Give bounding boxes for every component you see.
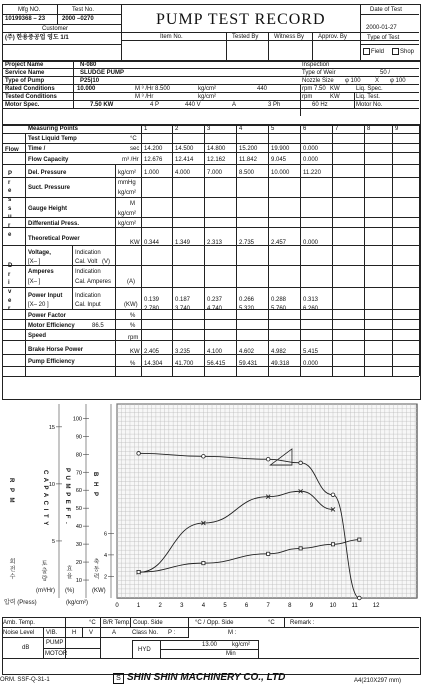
theoretical-power-unit: KW (130, 240, 140, 246)
flow-capacity-value: 0.000 (303, 157, 319, 163)
eff-tick-label: 90 (75, 434, 82, 441)
power-cal-value: 6.260 (303, 306, 319, 312)
amb-temp-unit: °C (89, 620, 96, 626)
motor-efficiency-unit: % (130, 323, 136, 329)
nozzle-size-label: Nozzle Size (302, 78, 334, 84)
opp-side-unit: °C (268, 620, 275, 626)
x-axis-name: 압력 (Press) (4, 600, 37, 606)
power-cal-value: 4.740 (207, 306, 223, 312)
voltage-cal: Cal. Volt (75, 259, 98, 265)
point-number: 2 (175, 126, 179, 132)
rated-cond-1: 10.000 (77, 86, 96, 92)
rated-cond-6: KW (330, 86, 340, 92)
rated-cond-2: M ³ /Hr 8.500 (135, 86, 171, 92)
db-label: dB (22, 645, 30, 651)
motor-efficiency-label: Motor Efficiency (28, 323, 75, 329)
point-number: 9 (395, 126, 399, 132)
power-indication-value: 0.313 (303, 297, 319, 303)
capacity-point (266, 457, 270, 461)
project-name-value: N-080 (80, 62, 97, 68)
type-of-pump-label: Type of Pump (5, 78, 45, 84)
power-cal-value: 2.780 (144, 306, 160, 312)
bhp-point (331, 543, 334, 546)
pump-eff-value: 0.000 (303, 361, 319, 367)
power-input-bracket: [X– 20 ] (28, 302, 49, 308)
axis-rpm-label: R P M (8, 478, 14, 505)
tested-cond-2: kg/cm² (198, 94, 216, 100)
point-number: 6 (303, 126, 307, 132)
nozzle-size-x: X (375, 78, 380, 84)
point-number: 8 (367, 126, 371, 132)
date-label: Date of Test (370, 7, 402, 13)
customer-label: Customer (42, 26, 69, 32)
differential-press-unit: kg/cm² (118, 221, 136, 227)
axis-bhp-kr: 축 동 력 (92, 558, 98, 580)
tested-cond-3: rpm (302, 94, 313, 100)
nozzle-size-1: φ 100 (345, 78, 361, 84)
x-tick-label: 0 (115, 603, 119, 609)
x-tick-label: 6 (244, 603, 249, 609)
power-indication-value: 0.266 (239, 297, 255, 303)
power-input-cal: Cal. Input (75, 302, 101, 308)
axis-capacity-unit: (m³/Hr) (36, 588, 55, 594)
vib-label: VIB. (46, 630, 58, 636)
suct-pressure-label: Suct. Pressure (28, 185, 71, 191)
suct-pressure-unit-2: kg/cm² (118, 190, 136, 196)
x-tick-label: 2 (158, 603, 162, 609)
measuring-points-label: Measuring Points (28, 126, 79, 132)
speed-unit: rpm (128, 335, 139, 341)
del-pressure-label: Del. Pressure (28, 170, 67, 176)
type-of-weir-value: 50 / (380, 70, 391, 76)
point-number: 1 (144, 126, 148, 132)
pump-eff-value: 14.304 (144, 361, 163, 367)
gauge-height-unit-1: M (130, 201, 135, 207)
amb-temp-label: Amb. Temp. (3, 620, 35, 626)
axis-bhp-unit: (KW) (92, 588, 106, 594)
point-number: 7 (335, 126, 339, 132)
time-value: 15.200 (239, 146, 258, 152)
motor-phase: 3 Ph (268, 102, 281, 108)
capacity-point (299, 461, 303, 465)
voltage-label: Voltage, (28, 250, 51, 256)
vib-a-label: A (112, 630, 117, 636)
liq-test-label: Liq. Test. (356, 94, 380, 100)
axis-capacity-label: C A P A C I T Y (42, 470, 48, 527)
power-input-unit: (KW) (124, 302, 138, 308)
axis-capacity-kr: 토 출 량 (40, 560, 46, 582)
x-tick-label: 5 (223, 603, 227, 609)
del-pressure-value: 4.000 (175, 170, 191, 176)
motor-efficiency-value: 86.5 (92, 323, 104, 329)
amperes-indication: Indication (75, 269, 101, 275)
mfg-no-value: 10199368 – 23 (5, 16, 46, 22)
pump-eff-label: Pump Efficiency (28, 359, 75, 365)
del-pressure-value: 10.000 (271, 170, 290, 176)
voltage-bracket: [X– ] (28, 259, 41, 265)
item-no-label: Item No. (160, 34, 183, 40)
bhp-point (299, 547, 302, 550)
differential-press-label: Differential Press. (28, 221, 80, 227)
x-tick-label: 1 (136, 603, 141, 609)
time-value: 19.900 (271, 146, 290, 152)
theoretical-power-value: 0.344 (144, 240, 160, 246)
theoretical-power-value: 2.735 (239, 240, 255, 246)
tested-cond-4: KW (330, 94, 340, 100)
shop-label: Shop (400, 49, 415, 55)
liq-spec-label: Liq. Spec. (356, 86, 383, 92)
noise-level-label: Noise Level (3, 630, 35, 636)
del-pressure-value: 8.500 (239, 170, 255, 176)
axis-rpm-kr: 회 전 수 (8, 558, 14, 580)
gauge-height-unit-2: kg/cm² (118, 211, 136, 217)
paper-size: A4(210X297 mm) (354, 678, 402, 684)
eff-tick-label: 10 (75, 578, 82, 585)
amperes-unit: (A) (127, 279, 135, 285)
field-checkbox[interactable] (363, 48, 370, 55)
noise-pump-label: PUMP (46, 640, 64, 646)
company-name: SHIN SHIN MACHINERY CO., LTD (127, 672, 286, 683)
company-logo-icon: S (113, 673, 124, 684)
hyd-unit-2: Min (226, 651, 236, 657)
flow-capacity-value: 12.414 (175, 157, 194, 163)
speed-label: Speed (28, 333, 47, 339)
time-unit: sec (130, 146, 140, 152)
eff-tick-label: 80 (75, 452, 82, 459)
form-title: PUMP TEST RECORD (156, 11, 326, 28)
bhp-tick-label: 4 (103, 552, 107, 559)
pump-eff-value: 41.700 (175, 361, 194, 367)
amperes-cal: Cal. Amperes (75, 279, 112, 285)
bhp-value: 4.602 (239, 349, 255, 355)
tested-conditions-label: Tested Conditions (5, 94, 57, 100)
del-pressure-value: 7.000 (207, 170, 223, 176)
axis-bhp-label: B H P (92, 472, 98, 499)
x-tick-label: 12 (372, 603, 380, 609)
x-tick-label: 10 (329, 603, 337, 609)
power-cal-value: 3.740 (175, 306, 191, 312)
hyd-value: 13.00 (202, 642, 218, 648)
x-tick-label: 4 (201, 603, 206, 609)
power-cal-value: 5.760 (271, 306, 287, 312)
axis-pump-eff-label: P U M P E F F . (64, 468, 70, 525)
power-indication-value: 0.187 (175, 297, 191, 303)
power-factor-unit: % (130, 313, 136, 319)
theoretical-power-label: Theoretical Power (28, 236, 80, 242)
power-indication-value: 0.288 (271, 297, 287, 303)
power-input-label: Power Input (28, 293, 63, 299)
nozzle-size-2: φ 100 (390, 78, 406, 84)
power-factor-label: Power Factor (28, 313, 67, 319)
bhp-label: Brake Horse Power (28, 347, 84, 353)
info-frame (2, 60, 421, 126)
motor-poles: 4 P (150, 102, 160, 108)
motor-kw: 7.50 KW (90, 102, 114, 108)
remark-label: Remark : (290, 620, 315, 626)
approv-by-label: Approv. By (318, 34, 347, 40)
class-p-label: P : (168, 630, 176, 636)
test-liquid-temp-unit: °C (130, 136, 137, 142)
power-indication-value: 0.139 (144, 297, 160, 303)
bhp-value: 4.100 (207, 349, 223, 355)
del-pressure-value: 1.000 (144, 170, 160, 176)
bhp-point (358, 538, 361, 541)
x-tick-label: 3 (180, 603, 184, 609)
x-axis-unit: (kg/cm²) (66, 600, 88, 606)
x-tick-label: 8 (288, 603, 292, 609)
project-name-label: Project Name (5, 62, 44, 68)
point-number: 4 (239, 126, 243, 132)
x-tick-label: 11 (351, 603, 358, 609)
service-name-label: Service Name (5, 70, 45, 76)
time-value: 14.800 (207, 146, 226, 152)
theoretical-power-value: 0.000 (303, 240, 319, 246)
axis-eff-kr: 효 율 (65, 565, 71, 579)
shop-checkbox[interactable] (392, 48, 399, 55)
pump-eff-value: 49.318 (271, 361, 290, 367)
flow-capacity-value: 12.676 (144, 157, 163, 163)
theoretical-power-value: 1.349 (175, 240, 191, 246)
flow-capacity-label: Flow Capacity (28, 157, 69, 163)
witness-by-label: Witness By (274, 34, 305, 40)
time-value: 0.000 (303, 146, 319, 152)
pump-eff-value: 59.431 (239, 361, 258, 367)
pump-eff-unit: % (130, 361, 136, 367)
eff-tick-label: 70 (75, 470, 82, 477)
del-pressure-unit: kg/cm² (118, 170, 136, 176)
capacity-point (358, 596, 362, 600)
coup-side-label: Coup. Side (133, 620, 163, 626)
time-label: Time / (28, 146, 46, 152)
eff-tick-label: 40 (75, 524, 82, 531)
power-input-indication: Indication (75, 293, 101, 299)
hyd-unit-1: kg/cm² (232, 642, 250, 648)
bhp-point (137, 570, 140, 573)
bhp-unit: KW (130, 349, 140, 355)
eff-tick-label: 30 (75, 542, 82, 549)
group-flow: Flow (5, 147, 19, 153)
x-tick-label: 9 (309, 603, 314, 609)
flow-capacity-unit: m³ /Hr (122, 157, 139, 163)
gauge-height-label: Gauge Height (28, 206, 68, 212)
rated-cond-3: kg/cm² (198, 86, 216, 92)
suct-pressure-unit-1: mmHg (118, 180, 136, 186)
vib-v-label: V (89, 630, 94, 636)
capacity-point (202, 455, 206, 459)
date-value: 2000-01-27 (366, 25, 397, 31)
eff-tick-label: 100 (72, 416, 82, 423)
field-label: Field (371, 49, 385, 55)
time-value: 14.500 (175, 146, 194, 152)
capacity-tick-label: 10 (48, 481, 55, 488)
tested-cond-1: M ³ /Hr (135, 94, 154, 100)
type-of-test-label: Type of Test (367, 35, 400, 41)
bhp-value: 4.982 (271, 349, 287, 355)
motor-amps: A (232, 102, 237, 108)
del-pressure-value: 11.220 (303, 170, 321, 176)
form-number: ORM. SSF-Q-31-1 (0, 677, 50, 683)
axis-eff-unit: (%) (65, 588, 75, 594)
amperes-bracket: [X– ] (28, 279, 41, 285)
rated-cond-5: rpm 7.50 (302, 86, 326, 92)
capacity-tick-label: 5 (51, 538, 55, 545)
flow-capacity-value: 9.045 (271, 157, 287, 163)
point-number: 5 (271, 126, 275, 132)
power-indication-value: 0.237 (207, 297, 223, 303)
bhp-value: 5.415 (303, 349, 319, 355)
theoretical-power-value: 2.313 (207, 240, 223, 246)
type-of-weir-label: Type of Weir (302, 70, 336, 76)
test-liquid-temp-label: Test Liquid Temp (28, 136, 77, 142)
eff-tick-label: 50 (75, 506, 82, 513)
mfg-no-label: Mfg NO. (18, 7, 41, 13)
point-number: 3 (207, 126, 211, 132)
bhp-tick-label: 2 (103, 574, 107, 581)
bhp-point (267, 552, 270, 555)
tested-by-label: Tested By (232, 34, 259, 40)
motor-no-label: Motor No. (356, 102, 383, 108)
voltage-unit: (V) (102, 259, 110, 265)
group-driver: D r i v e r (8, 263, 13, 313)
rated-cond-4: 440 (257, 86, 268, 92)
rated-conditions-label: Rated Conditions (5, 86, 55, 92)
capacity-point (137, 452, 141, 456)
type-of-pump-value: P25|10 (80, 78, 100, 84)
bhp-value: 3.235 (175, 349, 191, 355)
bhp-tick-label: 6 (103, 531, 107, 538)
eff-tick-label: 60 (75, 488, 82, 495)
x-tick-label: 7 (266, 603, 270, 609)
opp-side-label: °C / Opp. Side (195, 620, 234, 626)
class-no-label: Class No. (132, 630, 159, 636)
flow-capacity-value: 11.842 (239, 157, 257, 163)
capacity-tick-label: 15 (48, 424, 55, 431)
noise-motor-label: MOTOR (45, 651, 68, 657)
motor-hz: 60 Hz (312, 102, 328, 108)
power-cal-value: 5.320 (239, 306, 255, 312)
test-no-label: Test No. (72, 7, 95, 13)
group-pressure: P r e s s u r e (8, 171, 13, 238)
amperes-label: Amperes (28, 269, 54, 275)
theoretical-power-value: 2.457 (271, 240, 287, 246)
time-value: 14.200 (144, 146, 163, 152)
inspection-label: Inspection (302, 62, 330, 68)
pump-eff-value: 56.415 (207, 361, 226, 367)
test-no-value: 2000 –0270 (62, 16, 94, 22)
service-name-value: SLUDGE PUMP (80, 70, 125, 76)
customer-value: (주) 한용중공업 영도 1/1 (5, 35, 69, 41)
voltage-indication: Indication (75, 250, 101, 256)
hyd-label: HYD (138, 647, 151, 653)
capacity-point (331, 493, 335, 497)
bhp-value: 2.405 (144, 349, 160, 355)
motor-voltage: 440 V (185, 102, 201, 108)
bhp-point (202, 562, 205, 565)
vib-h-label: H (72, 630, 77, 636)
motor-spec-label: Motor Spec. (5, 102, 40, 108)
br-temp-label: B/R Temp. (103, 620, 131, 626)
class-m-label: M : (228, 630, 237, 636)
eff-tick-label: 20 (75, 560, 82, 567)
flow-capacity-value: 12.162 (207, 157, 226, 163)
